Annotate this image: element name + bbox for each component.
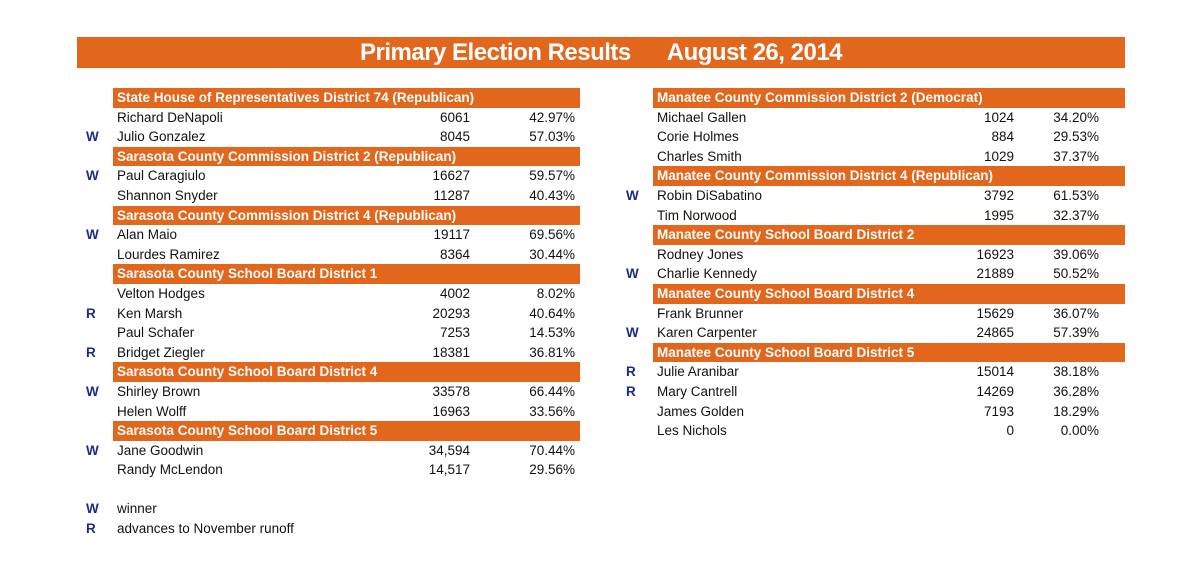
vote-count: 15014 bbox=[976, 364, 1014, 380]
race-header: Manatee County School Board District 5 bbox=[653, 343, 1125, 363]
result-mark: W bbox=[86, 383, 99, 399]
candidate-name: Bridget Ziegler bbox=[117, 344, 205, 360]
vote-percent: 66.44% bbox=[529, 383, 575, 399]
race-header: Manatee County Commission District 2 (Democrat) bbox=[653, 88, 1125, 108]
vote-count: 19117 bbox=[433, 227, 470, 243]
candidate-name: Jane Goodwin bbox=[117, 442, 204, 458]
vote-count: 20293 bbox=[432, 305, 470, 321]
vote-count: 16963 bbox=[432, 403, 470, 419]
result-mark: W bbox=[626, 325, 639, 341]
vote-count: 16627 bbox=[432, 168, 470, 184]
candidate-row bbox=[620, 264, 1125, 284]
candidate-row bbox=[620, 362, 1125, 382]
result-mark bbox=[80, 460, 113, 480]
vote-percent: 37.37% bbox=[1053, 148, 1099, 164]
vote-percent: 36.07% bbox=[1053, 305, 1099, 321]
race-header: Sarasota County Commission District 4 (Republican) bbox=[113, 206, 580, 226]
vote-percent: 61.53% bbox=[1053, 187, 1099, 203]
vote-percent: 57.39% bbox=[1053, 325, 1099, 341]
result-mark: W bbox=[626, 187, 639, 203]
right-results-column bbox=[620, 88, 1125, 441]
result-mark bbox=[620, 108, 653, 128]
vote-percent: 29.53% bbox=[1053, 129, 1099, 145]
vote-count: 11287 bbox=[433, 187, 470, 203]
vote-count: 14269 bbox=[976, 383, 1014, 399]
result-mark bbox=[620, 147, 653, 167]
vote-count: 21889 bbox=[976, 266, 1014, 282]
race-header: Manatee County School Board District 2 bbox=[653, 225, 1125, 245]
candidate-name: Richard DeNapoli bbox=[117, 109, 223, 125]
candidate-name: Tim Norwood bbox=[657, 207, 737, 223]
candidate-name: Alan Maio bbox=[117, 227, 178, 243]
candidate-row bbox=[620, 108, 1125, 128]
candidate-row bbox=[620, 245, 1125, 265]
race-header: Manatee County School Board District 4 bbox=[653, 284, 1125, 304]
candidate-row bbox=[620, 206, 1125, 226]
vote-percent: 39.06% bbox=[1053, 246, 1099, 262]
vote-count: 8045 bbox=[439, 129, 470, 145]
candidate-name: Helen Wolff bbox=[117, 403, 187, 419]
candidate-name: Paul Caragiulo bbox=[117, 168, 206, 184]
vote-count: 15629 bbox=[976, 305, 1014, 321]
candidate-name: Julio Gonzalez bbox=[117, 129, 206, 145]
vote-percent: 14.53% bbox=[529, 325, 575, 341]
legend-text: advances to November runoff bbox=[117, 520, 294, 536]
vote-percent: 30.44% bbox=[529, 246, 575, 262]
candidate-row bbox=[80, 245, 580, 265]
vote-percent: 36.28% bbox=[1053, 383, 1099, 399]
title-banner bbox=[77, 37, 1125, 68]
candidate-row bbox=[80, 127, 580, 147]
vote-count: 1995 bbox=[983, 207, 1014, 223]
vote-count: 33578 bbox=[432, 383, 470, 399]
vote-count: 24865 bbox=[976, 325, 1014, 341]
candidate-row bbox=[80, 186, 580, 206]
candidate-row bbox=[620, 147, 1125, 167]
result-mark bbox=[80, 108, 113, 128]
candidate-name: Velton Hodges bbox=[117, 285, 205, 301]
candidate-name: Robin DiSabatino bbox=[657, 187, 763, 203]
candidate-row bbox=[80, 304, 580, 324]
vote-percent: 42.97% bbox=[529, 109, 575, 125]
left-results-column bbox=[80, 88, 580, 480]
candidate-row bbox=[620, 382, 1125, 402]
vote-percent: 34.20% bbox=[1053, 109, 1099, 125]
race-header: State House of Representatives District 74 (Republican) bbox=[113, 88, 580, 108]
vote-count: 34,594 bbox=[428, 442, 470, 458]
candidate-name: Shannon Snyder bbox=[117, 187, 218, 203]
candidate-name: James Golden bbox=[657, 403, 745, 419]
legend-mark: R bbox=[86, 520, 96, 536]
race-header: Manatee County Commission District 4 (Republican) bbox=[653, 166, 1125, 186]
result-mark: W bbox=[86, 227, 99, 243]
legend-text: winner bbox=[117, 501, 157, 516]
legend bbox=[80, 499, 417, 538]
vote-count: 884 bbox=[991, 129, 1014, 145]
race-header: Sarasota County School Board District 1 bbox=[113, 264, 580, 284]
candidate-name: Frank Brunner bbox=[657, 305, 744, 321]
vote-percent: 0.00% bbox=[1060, 423, 1099, 439]
vote-count: 18381 bbox=[432, 344, 470, 360]
vote-count: 4002 bbox=[439, 285, 470, 301]
vote-percent: 33.56% bbox=[529, 403, 575, 419]
vote-percent: 32.37% bbox=[1053, 207, 1099, 223]
result-mark: W bbox=[626, 266, 639, 282]
result-mark bbox=[80, 284, 113, 304]
vote-percent: 40.64% bbox=[529, 305, 575, 321]
vote-percent: 59.57% bbox=[529, 168, 575, 184]
candidate-name: Karen Carpenter bbox=[657, 325, 757, 341]
candidate-row bbox=[80, 323, 580, 343]
result-mark bbox=[620, 245, 653, 265]
result-mark bbox=[620, 127, 653, 147]
result-mark bbox=[80, 323, 113, 343]
vote-count: 7193 bbox=[983, 403, 1014, 419]
vote-percent: 18.29% bbox=[1053, 403, 1099, 419]
candidate-name: Mary Cantrell bbox=[657, 383, 738, 399]
candidate-name: Charles Smith bbox=[657, 148, 742, 164]
candidate-name: Les Nichols bbox=[657, 423, 727, 439]
result-mark: R bbox=[626, 383, 636, 399]
vote-count: 1029 bbox=[983, 148, 1014, 164]
race-header: Sarasota County School Board District 4 bbox=[113, 362, 580, 382]
candidate-row bbox=[80, 343, 580, 363]
candidate-row bbox=[620, 127, 1125, 147]
candidate-name: Michael Gallen bbox=[657, 109, 747, 125]
result-mark bbox=[620, 402, 653, 422]
vote-count: 8364 bbox=[439, 246, 470, 262]
candidate-row bbox=[620, 304, 1125, 324]
candidate-name: Corie Holmes bbox=[657, 129, 739, 145]
result-mark: R bbox=[626, 364, 636, 380]
candidate-row bbox=[80, 402, 580, 422]
candidate-row bbox=[620, 186, 1125, 206]
candidate-row bbox=[80, 108, 580, 128]
vote-count: 1024 bbox=[983, 109, 1014, 125]
vote-percent: 57.03% bbox=[529, 129, 575, 145]
candidate-name: Paul Schafer bbox=[117, 325, 195, 341]
vote-count: 14,517 bbox=[428, 462, 470, 478]
result-mark: R bbox=[86, 305, 96, 321]
legend-mark: W bbox=[86, 501, 99, 516]
race-header: Sarasota County School Board District 5 bbox=[113, 421, 580, 441]
election-date: August 26, 2014 bbox=[666, 38, 843, 66]
result-mark: W bbox=[86, 442, 99, 458]
candidate-row bbox=[80, 382, 580, 402]
candidate-row bbox=[620, 402, 1125, 422]
legend-item-runoff bbox=[80, 519, 417, 539]
result-mark bbox=[620, 304, 653, 324]
vote-count: 6061 bbox=[439, 109, 470, 125]
vote-percent: 50.52% bbox=[1053, 266, 1099, 282]
vote-percent: 8.02% bbox=[536, 285, 575, 301]
candidate-name: Julie Aranibar bbox=[657, 364, 739, 380]
result-mark: W bbox=[86, 168, 99, 184]
candidate-name: Ken Marsh bbox=[117, 305, 183, 321]
candidate-row bbox=[80, 284, 580, 304]
vote-count: 7253 bbox=[439, 325, 470, 341]
vote-count: 16923 bbox=[976, 246, 1014, 262]
candidate-row bbox=[80, 460, 580, 480]
candidate-row bbox=[80, 225, 580, 245]
result-mark bbox=[80, 186, 113, 206]
result-mark bbox=[620, 206, 653, 226]
vote-percent: 38.18% bbox=[1053, 364, 1099, 380]
vote-percent: 70.44% bbox=[529, 442, 575, 458]
candidate-row bbox=[80, 441, 580, 461]
vote-percent: 69.56% bbox=[529, 227, 575, 243]
vote-percent: 36.81% bbox=[529, 344, 575, 360]
result-mark: W bbox=[86, 129, 99, 145]
legend-item-winner bbox=[80, 499, 417, 519]
page-title: Primary Election Results bbox=[359, 38, 631, 66]
candidate-row bbox=[80, 166, 580, 186]
candidate-name: Shirley Brown bbox=[117, 383, 201, 399]
vote-percent: 29.56% bbox=[529, 462, 575, 478]
result-mark bbox=[80, 402, 113, 422]
result-mark bbox=[620, 421, 653, 441]
candidate-row bbox=[620, 323, 1125, 343]
result-mark: R bbox=[86, 344, 96, 360]
candidate-row bbox=[620, 421, 1125, 441]
result-mark bbox=[80, 245, 113, 265]
candidate-name: Charlie Kennedy bbox=[657, 266, 757, 282]
candidate-name: Rodney Jones bbox=[657, 246, 744, 262]
vote-count: 0 bbox=[1006, 423, 1014, 439]
candidate-name: Lourdes Ramirez bbox=[117, 246, 220, 262]
race-header: Sarasota County Commission District 2 (Republican) bbox=[113, 147, 580, 167]
vote-count: 3792 bbox=[983, 187, 1014, 203]
vote-percent: 40.43% bbox=[529, 187, 575, 203]
candidate-name: Randy McLendon bbox=[117, 462, 223, 478]
